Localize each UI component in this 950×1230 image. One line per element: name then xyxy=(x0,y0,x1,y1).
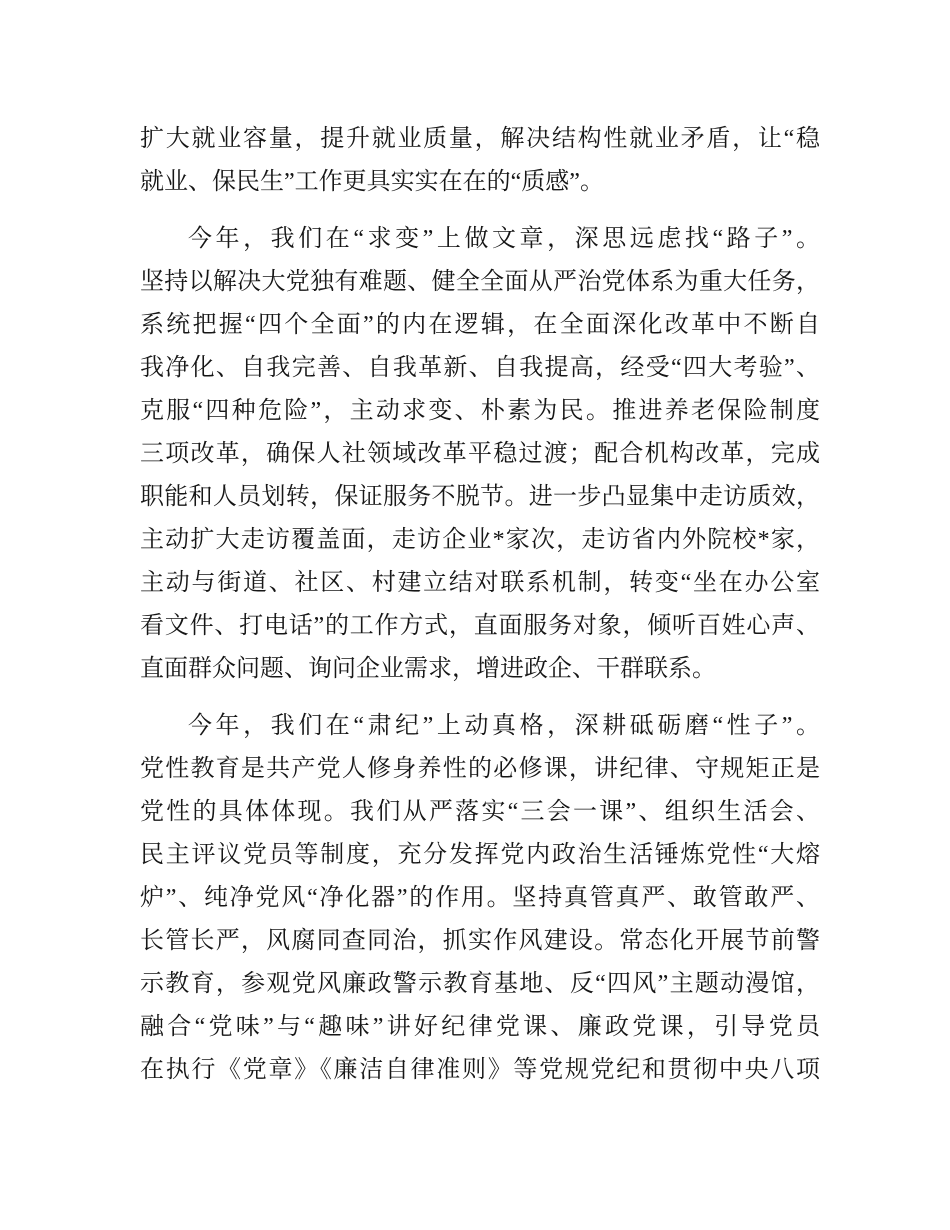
paragraph xyxy=(140,118,820,204)
text-line: 主动与街道、社区、村建立结对联系机制，转变“坐在办公室 xyxy=(140,570,820,596)
text-line: 长管长严，风腐同查同治，抓实作风建设。常态化开展节前警 xyxy=(140,928,820,954)
text-line: 看文件、打电话”的工作方式，直面服务对象，倾听百姓心声、 xyxy=(140,613,820,639)
text-line: 克服“四种危险”，主动求变、朴素为民。推进养老保险制度 xyxy=(140,398,820,424)
text-line: 炉”、纯净党风“净化器”的作用。坚持真管真严、敢管敢严、 xyxy=(140,885,820,911)
text-line: 就业、保民生”工作更具实实在在的“质感”。 xyxy=(140,169,604,195)
text-line: 我净化、自我完善、自我革新、自我提高，经受“四大考验”、 xyxy=(140,355,820,381)
text-line: 今年，我们在“肃纪”上动真格，深耕砥砺磨“性子”。 xyxy=(188,713,820,739)
document-body xyxy=(140,118,820,1092)
text-line: 在执行《党章》《廉洁自律准则》等党规党纪和贯彻中央八项 xyxy=(140,1057,820,1083)
text-line: 三项改革，确保人社领域改革平稳过渡；配合机构改革，完成 xyxy=(140,441,820,467)
text-line: 党性的具体体现。我们从严落实“三会一课”、组织生活会、 xyxy=(140,799,820,825)
text-line: 系统把握“四个全面”的内在逻辑，在全面深化改革中不断自 xyxy=(140,312,820,338)
text-line: 坚持以解决大党独有难题、健全全面从严治党体系为重大任务， xyxy=(140,269,820,295)
text-line: 融合“党味”与“趣味”讲好纪律党课、廉政党课，引导党员 xyxy=(140,1014,820,1040)
text-line: 今年，我们在“求变”上做文章，深思远虑找“路子”。 xyxy=(188,226,820,252)
text-line: 职能和人员划转，保证服务不脱节。进一步凸显集中走访质效， xyxy=(140,484,820,510)
paragraph xyxy=(140,218,820,691)
text-line: 党性教育是共产党人修身养性的必修课，讲纪律、守规矩正是 xyxy=(140,756,820,782)
text-line: 民主评议党员等制度，充分发挥党内政治生活锤炼党性“大熔 xyxy=(140,842,820,868)
text-line: 直面群众问题、询问企业需求，增进政企、干群联系。 xyxy=(140,656,716,682)
text-line: 扩大就业容量，提升就业质量，解决结构性就业矛盾，让“稳 xyxy=(140,126,820,152)
text-line: 示教育，参观党风廉政警示教育基地、反“四风”主题动漫馆， xyxy=(140,971,820,997)
text-line: 主动扩大走访覆盖面，走访企业*家次，走访省内外院校*家， xyxy=(140,527,820,553)
paragraph xyxy=(140,705,820,1092)
